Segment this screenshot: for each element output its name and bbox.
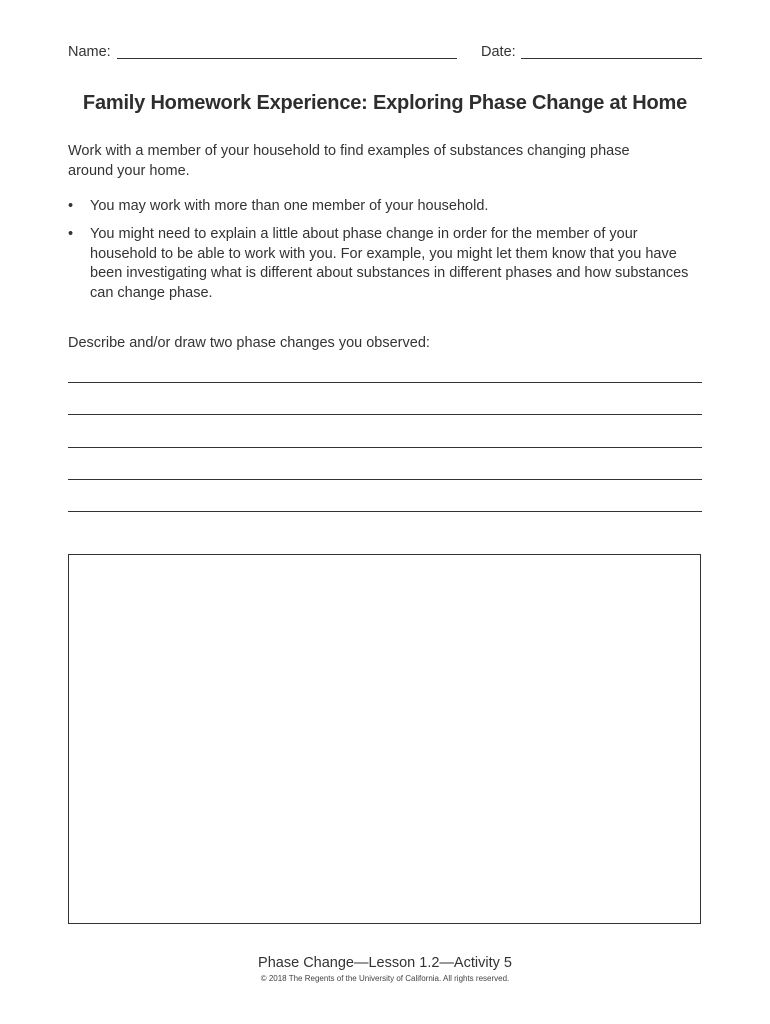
bullet-text: You may work with more than one member of your household. bbox=[90, 198, 489, 214]
bullet-marker: • bbox=[68, 198, 74, 214]
name-label: Name: bbox=[68, 44, 111, 60]
date-label: Date: bbox=[481, 44, 516, 60]
bullet-marker: • bbox=[68, 226, 74, 242]
answer-line[interactable] bbox=[68, 447, 702, 448]
drawing-area[interactable] bbox=[68, 554, 701, 924]
answer-line[interactable] bbox=[68, 479, 702, 480]
prompt-text: Describe and/or draw two phase changes you observed: bbox=[68, 335, 430, 351]
name-field[interactable] bbox=[117, 58, 457, 59]
page-title: Family Homework Experience: Exploring Phase Change at Home bbox=[82, 92, 688, 114]
answer-line[interactable] bbox=[68, 382, 702, 383]
answer-line[interactable] bbox=[68, 511, 702, 512]
date-field[interactable] bbox=[521, 58, 702, 59]
answer-line[interactable] bbox=[68, 414, 702, 415]
footer-copyright: © 2018 The Regents of the University of California. All rights reserved. bbox=[260, 974, 510, 983]
intro-text: Work with a member of your household to find examples of substances changing phase around your home. bbox=[68, 143, 630, 179]
bullet-text: You might need to explain a little about phase change in order for the member of your household to be able to work with you. For example, you might let them know that you have been investigating what is different about substances in different phases and how substances can change phase. bbox=[90, 226, 689, 301]
footer-lesson: Phase Change—Lesson 1.2—Activity 5 bbox=[258, 955, 512, 971]
